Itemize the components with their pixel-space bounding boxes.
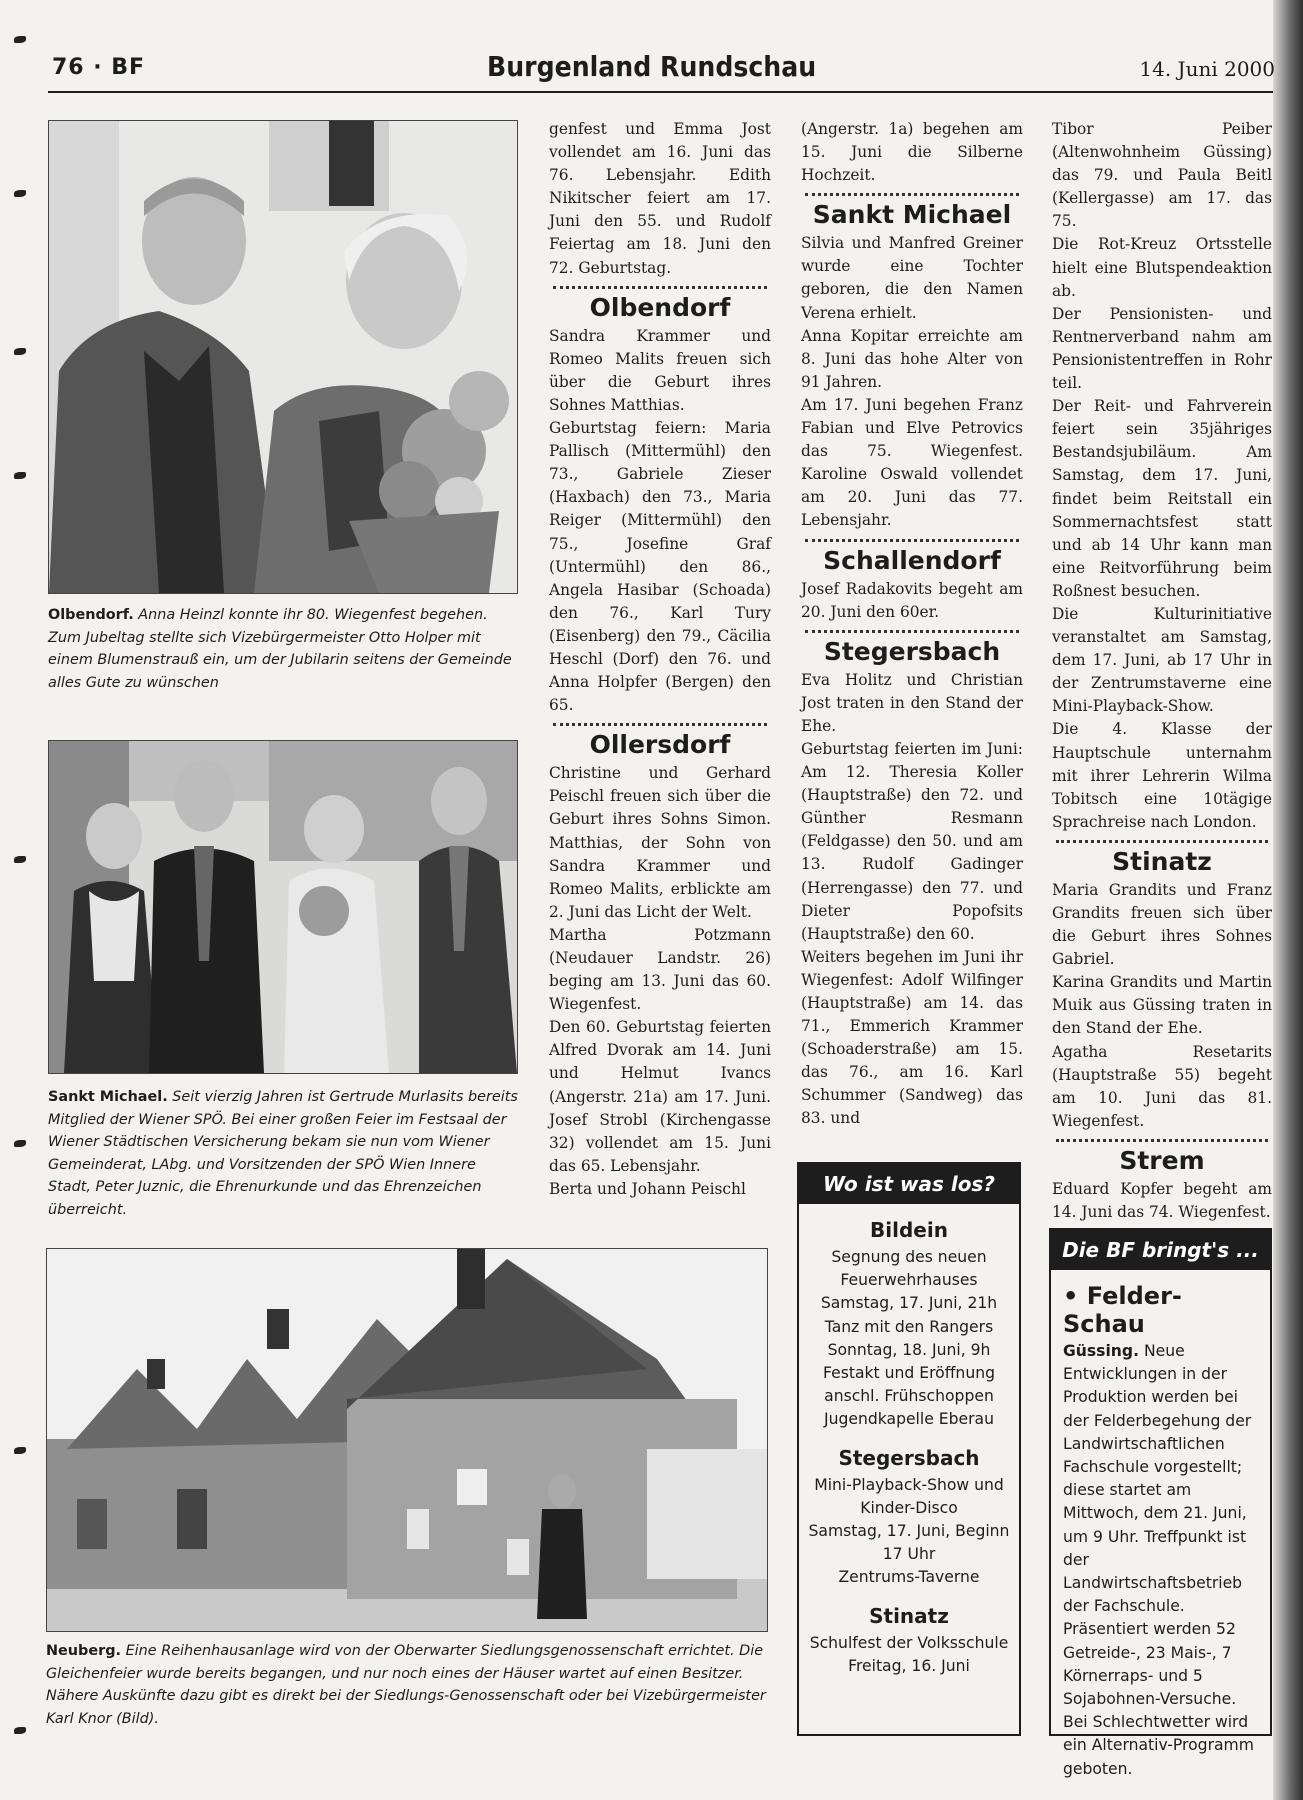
- article-paragraph: Josef Radakovits begeht am 20. Juni den 60er.: [801, 579, 1023, 621]
- events-place: Stegersbach: [838, 1445, 980, 1470]
- scan-page-edge: [1273, 0, 1303, 1800]
- section-heading-olbendorf: Olbendorf: [589, 292, 731, 322]
- caption-text: Eine Reihenhausanlage wird von der Oberwarter Siedlungsgenossenschaft errichtet. Die Gleichenfeier wurde bereits begangen, und nur noch eines der Häuser wartet auf einen Besitzer. Nähere Auskünfte dazu gibt es direkt bei der Siedlungs-Genossenschaft oder bei Vizebürgermeister Karl Knor (Bild).: [46, 1643, 766, 1727]
- scan-mark: [14, 36, 26, 43]
- photo-sankt-michael: [48, 740, 518, 1074]
- dotted-divider: [553, 286, 767, 289]
- photo-neuberg: [46, 1248, 768, 1632]
- article-paragraph: Sandra Krammer und Romeo Malits freuen sich über die Geburt ihres Sohnes Matthias.: [549, 326, 771, 414]
- event-line: Schulfest der Volksschule: [809, 1633, 1009, 1652]
- bf-box-place: Güssing.: [1063, 1342, 1139, 1360]
- dotted-divider: [1056, 840, 1268, 843]
- issue-date: 14. Juni 2000: [1139, 57, 1275, 81]
- event-line: Festakt und Eröffnung anschl. Frühschoppen Jugendkapelle Eberau: [823, 1364, 995, 1429]
- header-rule: [48, 91, 1273, 93]
- events-box-title: Wo ist was los?: [799, 1164, 1019, 1204]
- bf-box-text: [1063, 1340, 1260, 1781]
- dotted-divider: [805, 193, 1019, 196]
- caption-sankt-michael: [48, 1086, 523, 1221]
- scan-mark: [14, 472, 26, 479]
- article-paragraph: Berta und Johann Peischl: [549, 1179, 746, 1198]
- photo-olbendorf: [48, 120, 518, 594]
- article-paragraph: Tibor Peiber (Altenwohnheim Güssing) das 79. und Paula Beitl (Kellergasse) am 17. das 75.: [1052, 120, 1272, 231]
- column-4: [1052, 118, 1272, 1224]
- scan-mark: [14, 1447, 26, 1454]
- dotted-divider: [1056, 1139, 1268, 1142]
- article-paragraph: Am 17. Juni begehen Franz Fabian und Elve Petrovics das 75. Wiegenfest. Karoline Oswald vollendet am 20. Juni das 77. Lebensjahr.: [801, 395, 1023, 530]
- event-line: Mini-Playback-Show und Kinder-Disco: [814, 1475, 1004, 1517]
- event-line: Samstag, 17. Juni, 21h: [820, 1294, 998, 1313]
- events-place: Bildein: [870, 1218, 948, 1242]
- article-paragraph: Den 60. Geburtstag feierten Alfred Dvorak am 14. Juni und Helmut Ivancs (Angerstr. 21a) am 17. Juni. Josef Strobl (Kirchengasse 32) vollendet am 15. Juni das 65. Lebensjahr.: [549, 1018, 771, 1175]
- bf-box: [1049, 1228, 1272, 1778]
- article-paragraph: Geburtstag feierten im Juni: Am 12. Theresia Koller (Hauptstraße) den 72. und Günther Resmann (Feldgasse) den 50. und am 13. Rudolf Gadinger (Herrengasse) den 77. und Dieter Popofsits (Hauptstraße) den 60.: [801, 739, 1023, 943]
- scan-mark: [14, 1727, 26, 1734]
- event-line: Samstag, 17. Juni, Beginn 17 Uhr: [808, 1522, 1010, 1564]
- column-2: [549, 118, 771, 1201]
- article-paragraph: Agatha Resetarits (Hauptstraße 55) begeht am 10. Juni das 81. Wiegenfest.: [1052, 1042, 1272, 1130]
- event-line: Zentrums-Taverne: [838, 1568, 980, 1587]
- caption-place: Sankt Michael.: [48, 1089, 168, 1105]
- article-paragraph: Martha Potzmann (Neudauer Landstr. 26) beging am 13. Juni das 60. Wiegenfest.: [549, 925, 771, 1014]
- photo-neuberg-image: [47, 1249, 767, 1631]
- section-heading-ollersdorf: Ollersdorf: [589, 730, 731, 760]
- caption-neuberg: [46, 1640, 774, 1730]
- events-place: Stinatz: [869, 1603, 949, 1628]
- scan-mark: [14, 856, 26, 863]
- article-paragraph: Der Pensionisten- und Rentnerverband nahm am Pensionistentreffen in Rohr teil.: [1052, 304, 1272, 393]
- dotted-divider: [553, 723, 767, 726]
- article-paragraph: Eduard Kopfer begeht am 14. Juni das 74. Wiegenfest.: [1052, 1179, 1272, 1222]
- section-heading-stinatz: Stinatz: [1112, 846, 1212, 876]
- article-paragraph: Die Rot-Kreuz Ortsstelle hielt eine Blutspendeaktion ab.: [1052, 235, 1272, 300]
- event-line: Segnung des neuen Feuerwehrhauses: [831, 1248, 987, 1290]
- column-3: [801, 118, 1023, 1131]
- caption-text: Anna Heinzl konnte ihr 80. Wiegenfest begehen. Zum Jubeltag stellte sich Vizebürgermeister Otto Holper mit einem Blumenstrauß ein, um der Jubilarin seitens der Gemeinde alles Gute zu wünschen: [48, 607, 512, 691]
- newspaper-title: Burgenland Rundschau: [487, 50, 817, 83]
- scan-mark: [14, 348, 26, 355]
- article-paragraph: Die 4. Klasse der Hauptschule unternahm mit ihrer Lehrerin Wilma Tobitsch eine 10tägige Sprachreise nach London.: [1052, 720, 1272, 831]
- scan-mark: [14, 1140, 26, 1147]
- article-paragraph: genfest und Emma Jost vollendet am 16. Juni das 76. Lebensjahr. Edith Nikitscher feiert am 17. Juni den 55. und Rudolf Feiertag am 18. Juni den 72. Geburtstag.: [549, 120, 771, 277]
- photo-olbendorf-image: [49, 121, 517, 593]
- article-paragraph: Geburtstag feiern: Maria Pallisch (Mittermühl) den 73., Gabriele Zieser (Haxbach) den 73., Maria Reiger (Mittermühl) den 75., Josefine Graf (Untermühl) den 86., Angela Hasibar (Schoada) den 76., Karl Tury (Eisenberg) den 79., Cäcilia Heschl (Dorf) den 76. und Anna Holpfer (Bergen) den 65.: [549, 419, 771, 715]
- dotted-divider: [805, 539, 1019, 542]
- photo-sankt-michael-image: [49, 741, 517, 1073]
- article-paragraph: (Angerstr. 1a) begehen am 15. Juni die Silberne Hochzeit.: [801, 120, 1023, 185]
- article-paragraph: Der Reit- und Fahrverein feiert sein 35jähriges Bestandsjubiläum. Am Samstag, dem 17. Juni, findet beim Reitstall ein Sommernachtsfest statt und ab 14 Uhr kann man eine Reitvorführung beim Roßnest besuchen.: [1052, 397, 1272, 600]
- event-line: Freitag, 16. Juni: [848, 1656, 970, 1675]
- events-box: [797, 1162, 1021, 1736]
- caption-olbendorf: [48, 604, 523, 694]
- article-paragraph: Silvia und Manfred Greiner wurde eine Tochter geboren, die den Namen Verena erhielt.: [801, 234, 1023, 322]
- caption-text: Seit vierzig Jahren ist Gertrude Murlasits bereits Mitglied der Wiener SPÖ. Bei einer großen Feier im Festsaal der Wiener Städtischen Versicherung bekam sie nun vom Wiener Gemeinderat, LAbg. und Vorsitzenden der SPÖ Wien Innere Stadt, Peter Juznic, die Ehrenurkunde und das Ehrenzeichen überreicht.: [48, 1089, 518, 1218]
- dotted-divider: [805, 630, 1019, 633]
- section-heading-sankt-michael: Sankt Michael: [812, 200, 1012, 230]
- scan-mark: [14, 190, 26, 197]
- article-paragraph: Anna Kopitar erreichte am 8. Juni das hohe Alter von 91 Jahren.: [801, 326, 1023, 391]
- caption-place: Olbendorf.: [48, 607, 134, 623]
- event-line: Tanz mit den Rangers: [824, 1317, 994, 1336]
- bf-box-body: Neue Entwicklungen in der Produktion werden bei der Felderbegehung der Landwirtschaftlichen Fachschule vorgestellt; diese startet am Mittwoch, dem 21. Juni, um 9 Uhr. Treffpunkt ist der Landwirtschaftsbetrieb der Fachschule. Präsentiert werden 52 Getreide-, 23 Mais-, 7 Körnerraps- und 5 Sojabohnen-Versuche. Bei Schlechtwetter wird ein Alternativ-Programm geboten.: [1063, 1342, 1254, 1778]
- bf-box-title: Die BF bringt's ...: [1051, 1230, 1270, 1270]
- article-paragraph: Christine und Gerhard Peischl freuen sich über die Geburt ihres Sohns Simon. Matthias, der Sohn von Sandra Krammer und Romeo Malits, erblickte am 2. Juni das Licht der Welt.: [549, 764, 771, 921]
- article-paragraph: Weiters begehen im Juni ihr Wiegenfest: Adolf Wilfinger (Hauptstraße) am 14. das 71., Emmerich Krammer (Schoaderstraße) am 15. das 76., am 16. Karl Schummer (Sandweg) das 83. und: [801, 947, 1023, 1128]
- article-paragraph: Karina Grandits und Martin Muik aus Güssing traten in den Stand der Ehe.: [1052, 973, 1272, 1038]
- section-heading-stegersbach: Stegersbach: [823, 636, 1001, 666]
- event-line: Sonntag, 18. Juni, 9h: [827, 1340, 991, 1359]
- article-paragraph: Eva Holitz und Christian Jost traten in den Stand der Ehe.: [801, 670, 1023, 735]
- bf-box-item-title: • Felder-Schau: [1063, 1282, 1182, 1338]
- page-number: 76 · BF: [52, 55, 146, 80]
- caption-place: Neuberg.: [46, 1643, 121, 1659]
- article-paragraph: Maria Grandits und Franz Grandits freuen sich über die Geburt ihres Sohnes Gabriel.: [1052, 880, 1272, 969]
- section-heading-strem: Strem: [1119, 1145, 1205, 1175]
- section-heading-schallendorf: Schallendorf: [823, 545, 1001, 575]
- article-paragraph: Die Kulturinitiative veranstaltet am Samstag, dem 17. Juni, ab 17 Uhr in der Zentrumstaverne eine Mini-Playback-Show.: [1052, 604, 1272, 716]
